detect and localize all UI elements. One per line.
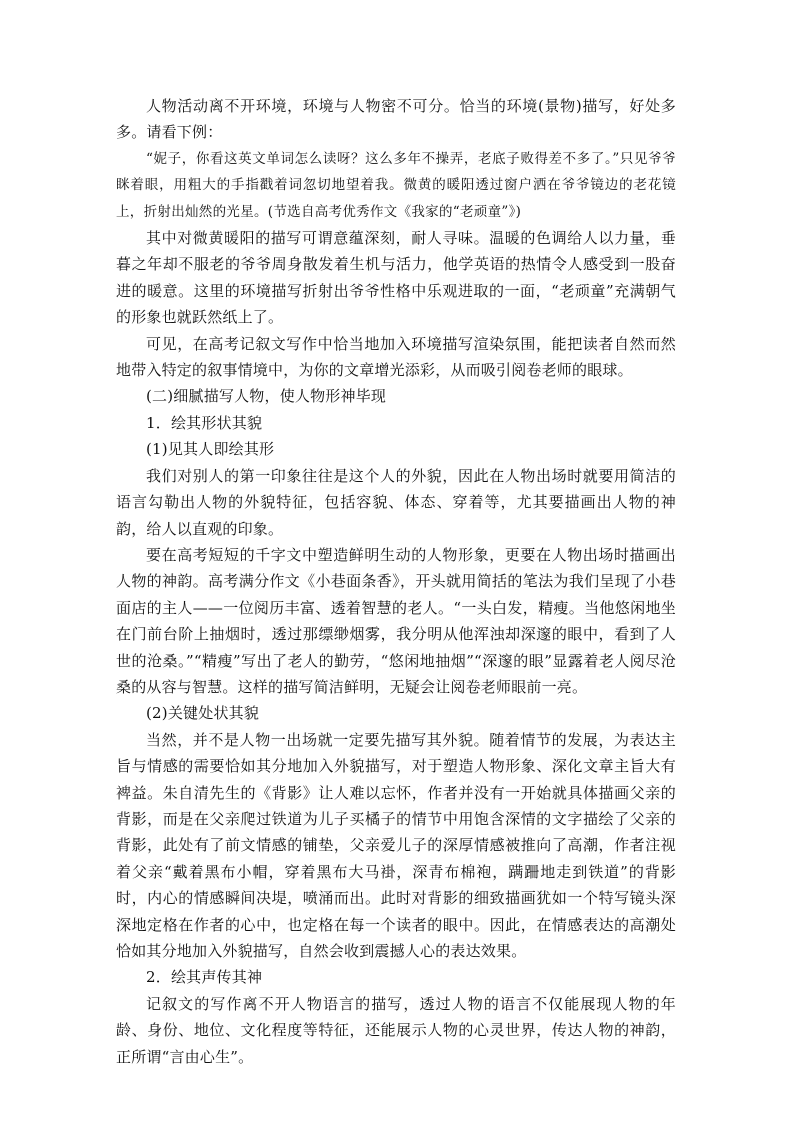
conclusion-paragraph: 可见，在高考记叙文写作中恰当地加入环境描写渲染氛围，能把读者自然而然地带入特定的叙事情境中，为你的文章增光添彩，从而吸引阅卷老师的眼球。	[116, 334, 676, 380]
intro-paragraph: 人物活动离不开环境，环境与人物密不可分。恰当的环境(景物)描写，好处多多。请看下例：	[116, 97, 676, 142]
subsection-heading-1-1: (1)见其人即绘其形	[146, 440, 275, 459]
subsection-heading-1: 1．绘其形状其貌	[146, 413, 263, 432]
paragraph-back-view: 当然，并不是人物一出场就一定要先描写其外貌。随着情节的发展，为表达主旨与情感的需要恰如其分地加入外貌描写，对于塑造人物形象、深化文章主旨大有裨益。朱自清先生的《背影》让人难以忘怀，作者并没有一开始就具体描画父亲的背影，而是在父亲爬过铁道为儿子买橘子的情节中用饱含深情的文字描绘了父亲的背影，此处有了前文情感的铺垫，父亲爱儿子的深厚情感被推向了高潮，作者注视着父亲“戴着黑布小帽，穿着黑布大马褂，深青布棉袍，蹒跚地走到铁道”的背影时，内心的情感瞬间决堤，喷涌而出。此时对背影的细致描画犹如一个特写镜头深深地定格在作者的心中，也定格在每一个读者的眼中。因此，在情感表达的高潮处恰如其分地加入外貌描写，自然会收到震撼人心的表达效果。	[116, 730, 676, 960]
section-heading: (二)细腻描写人物，使人物形神毕现	[146, 387, 387, 406]
analysis-paragraph: 其中对微黄暖阳的描写可谓意蕴深刻，耐人寻味。温暖的色调给人以力量，垂暮之年却不服老的爷爷周身散发着生机与活力，他学英语的热情令人感受到一股奋进的暖意。这里的环境描写折射出爷爷性格中乐观进取的一面，“老顽童”充满朝气的形象也就跃然纸上了。	[116, 229, 676, 327]
paragraph-example-noodle: 要在高考短短的千字文中塑造鲜明生动的人物形象，更要在人物出场时描画出人物的神韵。高考满分作文《小巷面条香》，开头就用简括的笔法为我们呈现了小巷面店的主人——一位阅历丰富、透着智慧的老人。“一头白发，精瘦。当他悠闲地坐在门前台阶上抽烟时，透过那缥缈烟雾，我分明从他浑浊却深邃的眼中，看到了人世的沧桑。”“精瘦”写出了老人的勤劳，“悠闲地抽烟”“深邃的眼”显露着老人阅尽沧桑的从容与智慧。这样的描写简洁鲜明，无疑会让阅卷老师眼前一亮。	[116, 545, 676, 696]
paragraph-first-impression: 我们对别人的第一印象往往是这个人的外貌，因此在人物出场时就要用简洁的语言勾勒出人物的外貌特征，包括容貌、体态、穿着等，尤其要描画出人物的神韵，给人以直观的印象。	[116, 466, 676, 538]
paragraph-language: 记叙文的写作离不开人物语言的描写，透过人物的语言不仅能展现人物的年龄、身份、地位、文化程度等特征，还能展示人物的心灵世界，传达人物的神韵，正所谓“言由心生”。	[116, 994, 676, 1066]
subsection-heading-1-2: (2)关键处状其貌	[146, 704, 260, 723]
document-page	[116, 93, 676, 1070]
subsection-heading-2: 2．绘其声传其神	[146, 968, 263, 987]
example-quote: “妮子，你看这英文单词怎么读呀？这么多年不操弄，老底子败得差不多了。”只见爷爷眯着眼，用粗大的手指戳着词忽切地望着我。微黄的暖阳透过窗户洒在爷爷镜边的老花镜上，折射出灿然的光星。(节选自高考优秀作文《我家的“老顽童”》)	[116, 150, 676, 220]
